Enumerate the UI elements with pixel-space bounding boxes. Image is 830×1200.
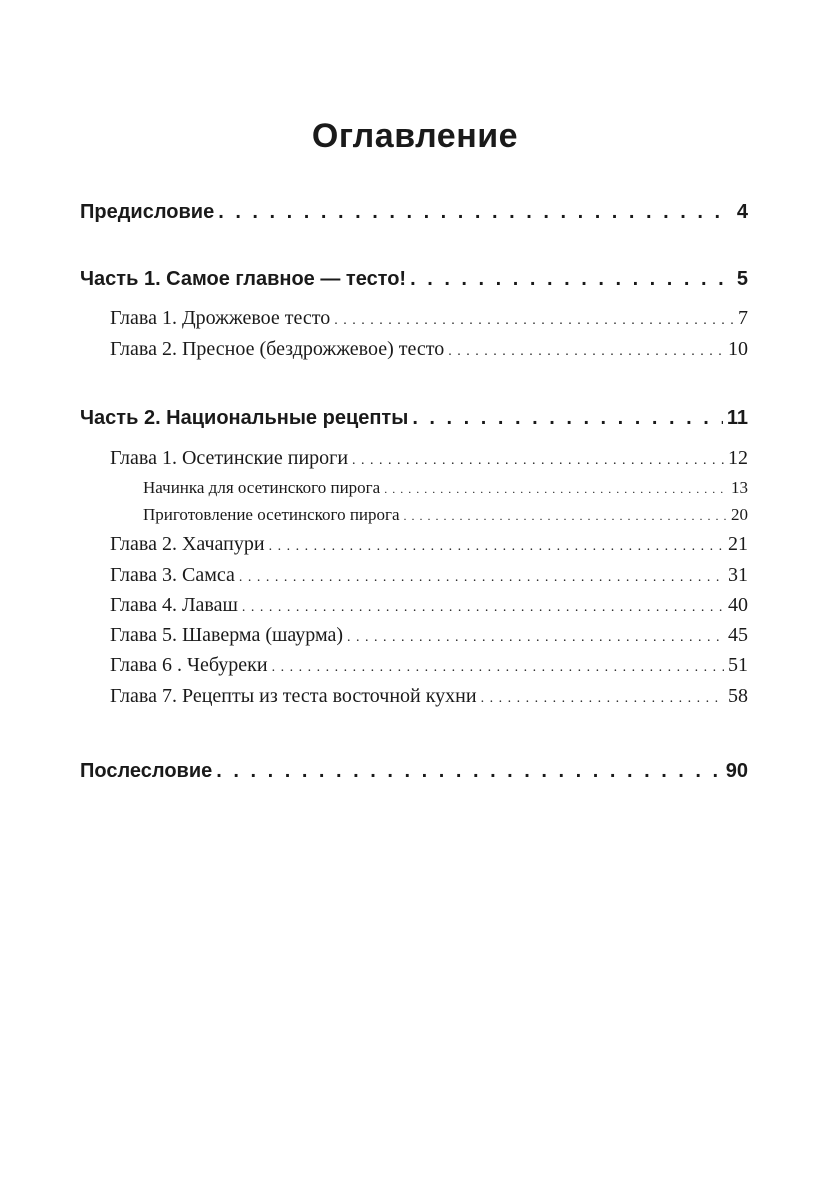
toc-entry-preface[interactable] xyxy=(80,198,748,226)
toc-entry-label: Предисловие xyxy=(80,201,215,223)
dot-leader xyxy=(352,447,724,475)
toc-entry-label: Глава 6 . Чебуреки xyxy=(110,654,268,676)
dot-leader xyxy=(269,533,724,561)
dot-leader xyxy=(272,654,724,682)
toc-entry-label: Приготовление осетинского пирога xyxy=(143,505,400,524)
toc-entry-label: Глава 5. Шаверма (шаурма) xyxy=(110,624,343,646)
toc-entry-section[interactable] xyxy=(143,503,748,527)
toc-entry-chapter[interactable] xyxy=(110,621,748,649)
toc-page-number: 58 xyxy=(728,685,748,707)
dot-leader xyxy=(481,685,724,713)
toc-page-number: 45 xyxy=(728,624,748,646)
dot-leader xyxy=(404,504,727,528)
toc-page-number: 11 xyxy=(726,407,748,429)
toc-entry-label: Глава 4. Лаваш xyxy=(110,594,238,616)
toc-entry-label: Глава 2. Пресное (бездрожжевое) тесто xyxy=(110,338,445,360)
toc-entry-label: Глава 1. Дрожжевое тесто xyxy=(110,307,331,329)
toc-entry-chapter[interactable] xyxy=(110,444,748,472)
dot-leader xyxy=(410,265,733,293)
toc-page-number: 51 xyxy=(728,654,748,676)
toc-page-number: 7 xyxy=(738,307,748,329)
toc-entry-chapter[interactable] xyxy=(110,561,748,589)
toc-entry-part-2[interactable] xyxy=(80,404,748,432)
toc-entry-label: Глава 1. Осетинские пироги xyxy=(110,447,349,469)
toc-entry-chapter[interactable] xyxy=(110,335,748,363)
dot-leader xyxy=(412,404,723,432)
toc-page-number: 12 xyxy=(728,447,748,469)
dot-leader xyxy=(448,338,724,366)
dot-leader xyxy=(334,307,734,335)
dot-leader xyxy=(347,624,724,652)
toc-entry-label: Часть 1. Самое главное — тесто! xyxy=(80,268,407,290)
toc-page-number: 4 xyxy=(736,201,748,223)
toc-entry-label: Послесловие xyxy=(80,760,213,782)
toc-entry-chapter[interactable] xyxy=(110,304,748,332)
dot-leader xyxy=(216,757,722,785)
toc-entry-label: Глава 7. Рецепты из теста восточной кухни xyxy=(110,685,477,707)
dot-leader xyxy=(239,564,724,592)
toc-entry-chapter[interactable] xyxy=(110,682,748,710)
dot-leader xyxy=(242,594,724,622)
toc-page-number: 20 xyxy=(731,505,748,524)
toc-page-number: 40 xyxy=(728,594,748,616)
toc-entry-label: Глава 2. Хачапури xyxy=(110,533,265,555)
toc-entry-afterword[interactable] xyxy=(80,757,748,785)
toc-entry-label: Глава 3. Самса xyxy=(110,564,235,586)
toc-entry-part-1[interactable] xyxy=(80,265,748,293)
toc-entry-label: Начинка для осетинского пирога xyxy=(143,478,381,497)
toc-page-number: 31 xyxy=(728,564,748,586)
toc-page-number: 5 xyxy=(736,268,748,290)
toc-entry-label: Часть 2. Национальные рецепты xyxy=(80,407,409,429)
toc-page-number: 21 xyxy=(728,533,748,555)
page-title: Оглавление xyxy=(311,117,519,155)
toc-page-number: 13 xyxy=(731,478,748,497)
toc-entry-chapter[interactable] xyxy=(110,530,748,558)
toc-page-number: 10 xyxy=(728,338,748,360)
toc-entry-section[interactable] xyxy=(143,476,748,500)
toc-page-number: 90 xyxy=(725,760,748,782)
dot-leader xyxy=(218,198,733,226)
dot-leader xyxy=(384,477,727,501)
toc-entry-chapter[interactable] xyxy=(110,651,748,679)
toc-entry-chapter[interactable] xyxy=(110,591,748,619)
